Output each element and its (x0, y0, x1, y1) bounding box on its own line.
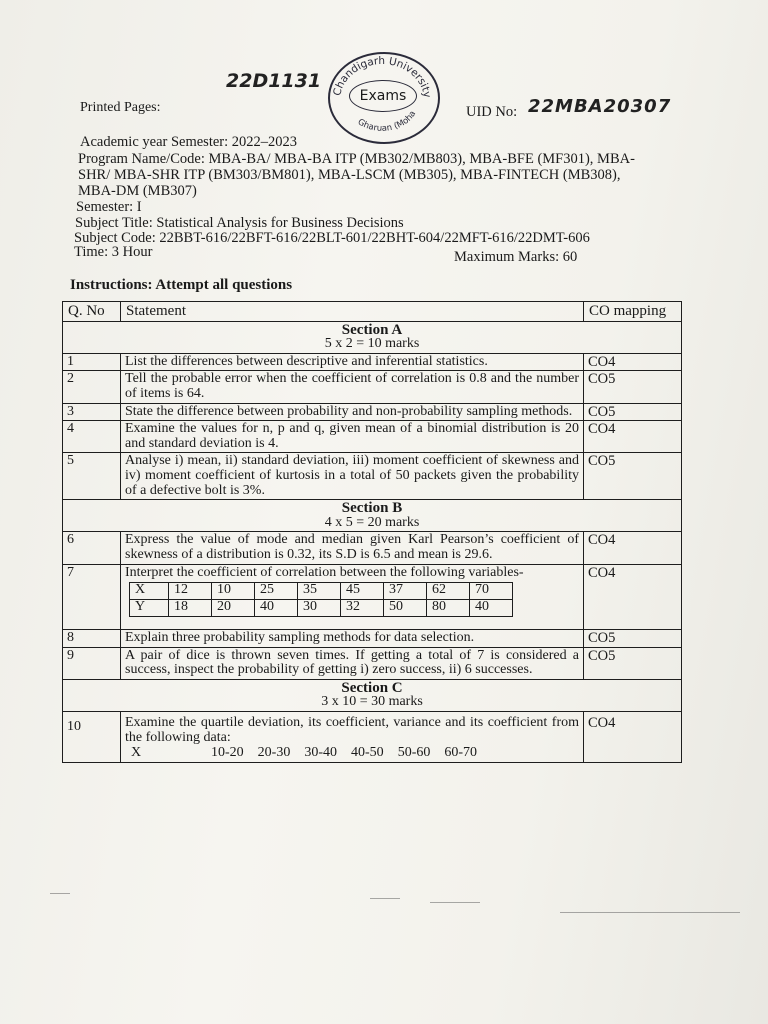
scan-mark (370, 898, 400, 899)
scan-mark (50, 893, 70, 894)
uid-value: 22MBA20307 (528, 96, 672, 117)
question-text: State the difference between probability and non-probability sampling methods. (121, 403, 584, 421)
question-text: Analyse i) mean, ii) standard deviation, iii) moment coefficient of skewness and iv) moment coefficient of kurtosis in a total of 50 packets given the probability of a defective bolt is 3%. (121, 453, 584, 500)
y-value: 20 (212, 600, 255, 617)
table-header-row (63, 302, 682, 322)
co-mapping: CO5 (584, 453, 682, 500)
co-mapping: CO4 (584, 353, 682, 371)
program-line-1: Program Name/Code: MBA-BA/ MBA-BA ITP (MB302/MB803), MBA-BFE (MF301), MBA- (78, 151, 635, 167)
section-c-marks: 3 x 10 = 30 marks (321, 694, 423, 710)
question-number: 10 (63, 712, 121, 763)
instructions: Instructions: Attempt all questions (70, 277, 293, 293)
y-value: 40 (470, 600, 513, 617)
question-text: Examine the values for n, p and q, given mean of a binomial distribution is 20 and standard deviation is 4. (121, 421, 584, 453)
program-line-2: SHR/ MBA-SHR ITP (BM303/BM801), MBA-LSCM (MB305), MBA-FINTECH (MB308), (78, 167, 621, 183)
svg-text:Chandigarh University: Chandigarh University (331, 54, 433, 99)
class-interval: 50-60 (397, 745, 431, 761)
scan-mark (560, 912, 740, 913)
program-line-3: MBA-DM (MB307) (78, 183, 197, 199)
handwritten-code: 22D1131 (226, 70, 322, 92)
x-value: 70 (470, 583, 513, 600)
section-b-header (63, 500, 682, 532)
question-row-4 (63, 421, 682, 453)
co-mapping: CO4 (584, 421, 682, 453)
maximum-marks: Maximum Marks: 60 (454, 249, 578, 265)
semester: Semester: I (76, 199, 142, 215)
subject-title: Subject Title: Statistical Analysis for Business Decisions (75, 215, 404, 231)
question-text: Interpret the coefficient of correlation between the following variables- (125, 564, 524, 580)
printed-pages-label: Printed Pages: (80, 100, 161, 115)
x-value: 25 (255, 583, 298, 600)
question-number: 2 (63, 371, 121, 403)
question-row-3 (63, 403, 682, 421)
y-value: 40 (255, 600, 298, 617)
subject-code: Subject Code: 22BBT-616/22BFT-616/22BLT-601/22BHT-604/22MFT-616/22DMT-606 (74, 230, 590, 246)
section-c-title: Section C (341, 679, 403, 696)
class-interval: 10-20 (211, 745, 244, 761)
question-table (62, 301, 682, 763)
co-mapping: CO4 (584, 564, 682, 630)
question-text: List the differences between descriptive and inferential statistics. (121, 353, 584, 371)
question-number: 8 (63, 630, 121, 648)
qno-header: Q. No (63, 302, 121, 322)
co-mapping: CO5 (584, 371, 682, 403)
question-number: 7 (63, 564, 121, 630)
question-number: 4 (63, 421, 121, 453)
question-number: 5 (63, 453, 121, 500)
x-value: 35 (298, 583, 341, 600)
y-value: 18 (169, 600, 212, 617)
question-row-9 (63, 647, 682, 679)
question-row-2 (63, 371, 682, 403)
x-label: X (131, 745, 142, 761)
question-text: Express the value of mode and median given Karl Pearson’s coefficient of skewness of a distribution is 0.32, its S.D is 6.5 and mean is 29.6. (121, 532, 584, 564)
question-text-with-table (121, 564, 584, 630)
uid-label: UID No: (466, 104, 518, 120)
question-row-5 (63, 453, 682, 500)
class-interval: 20-30 (257, 745, 291, 761)
correlation-data-table (129, 582, 513, 617)
co-mapping: CO4 (584, 712, 682, 763)
x-value: 37 (384, 583, 427, 600)
co-header: CO mapping (584, 302, 682, 322)
svg-text:Gharuan (Mohali): Gharuan (Moha (355, 109, 419, 134)
stamp-center-label: Exams (349, 80, 417, 112)
class-interval: 60-70 (444, 745, 478, 761)
question-row-8 (63, 630, 682, 648)
question-number: 6 (63, 532, 121, 564)
class-interval-row (125, 746, 579, 761)
y-label: Y (130, 600, 169, 617)
co-mapping: CO5 (584, 630, 682, 648)
section-b-title: Section B (341, 500, 403, 517)
question-number: 9 (63, 647, 121, 679)
x-value: 12 (169, 583, 212, 600)
question-number: 1 (63, 353, 121, 371)
question-text-with-classes (121, 712, 584, 763)
x-label: X (130, 583, 169, 600)
section-a-marks: 5 x 2 = 10 marks (324, 336, 420, 352)
question-text: Tell the probable error when the coefficient of correlation is 0.8 and the number of items is 64. (121, 371, 584, 403)
y-value: 30 (298, 600, 341, 617)
question-text: A pair of dice is thrown seven times. If getting a total of 7 is considered a success, inspect the probability of getting i) zero success, ii) 6 successes. (121, 647, 584, 679)
x-row (130, 583, 513, 600)
y-value: 32 (341, 600, 384, 617)
exam-time: Time: 3 Hour (74, 244, 153, 260)
co-mapping: CO5 (584, 403, 682, 421)
co-mapping: CO4 (584, 532, 682, 564)
question-number: 3 (63, 403, 121, 421)
scan-mark (430, 902, 480, 903)
class-interval: 40-50 (351, 745, 384, 761)
statement-header: Statement (121, 302, 584, 322)
section-c-header (63, 679, 682, 711)
y-value: 50 (384, 600, 427, 617)
question-row-6 (63, 532, 682, 564)
question-row-10 (63, 712, 682, 763)
x-value: 45 (341, 583, 384, 600)
x-value: 62 (427, 583, 470, 600)
question-text: Examine the quartile deviation, its coefficient, variance and its coefficient from the following data: (125, 715, 579, 745)
x-value: 10 (212, 583, 255, 600)
question-text: Explain three probability sampling methods for data selection. (121, 630, 584, 648)
y-row (130, 600, 513, 617)
section-a-header (63, 321, 682, 353)
academic-year: Academic year Semester: 2022–2023 (80, 134, 298, 150)
co-mapping: CO5 (584, 647, 682, 679)
section-b-marks: 4 x 5 = 20 marks (324, 514, 420, 530)
section-a-title: Section A (341, 321, 403, 338)
y-value: 80 (427, 600, 470, 617)
class-interval: 30-40 (304, 745, 338, 761)
question-row-1 (63, 353, 682, 371)
question-row-7 (63, 564, 682, 630)
